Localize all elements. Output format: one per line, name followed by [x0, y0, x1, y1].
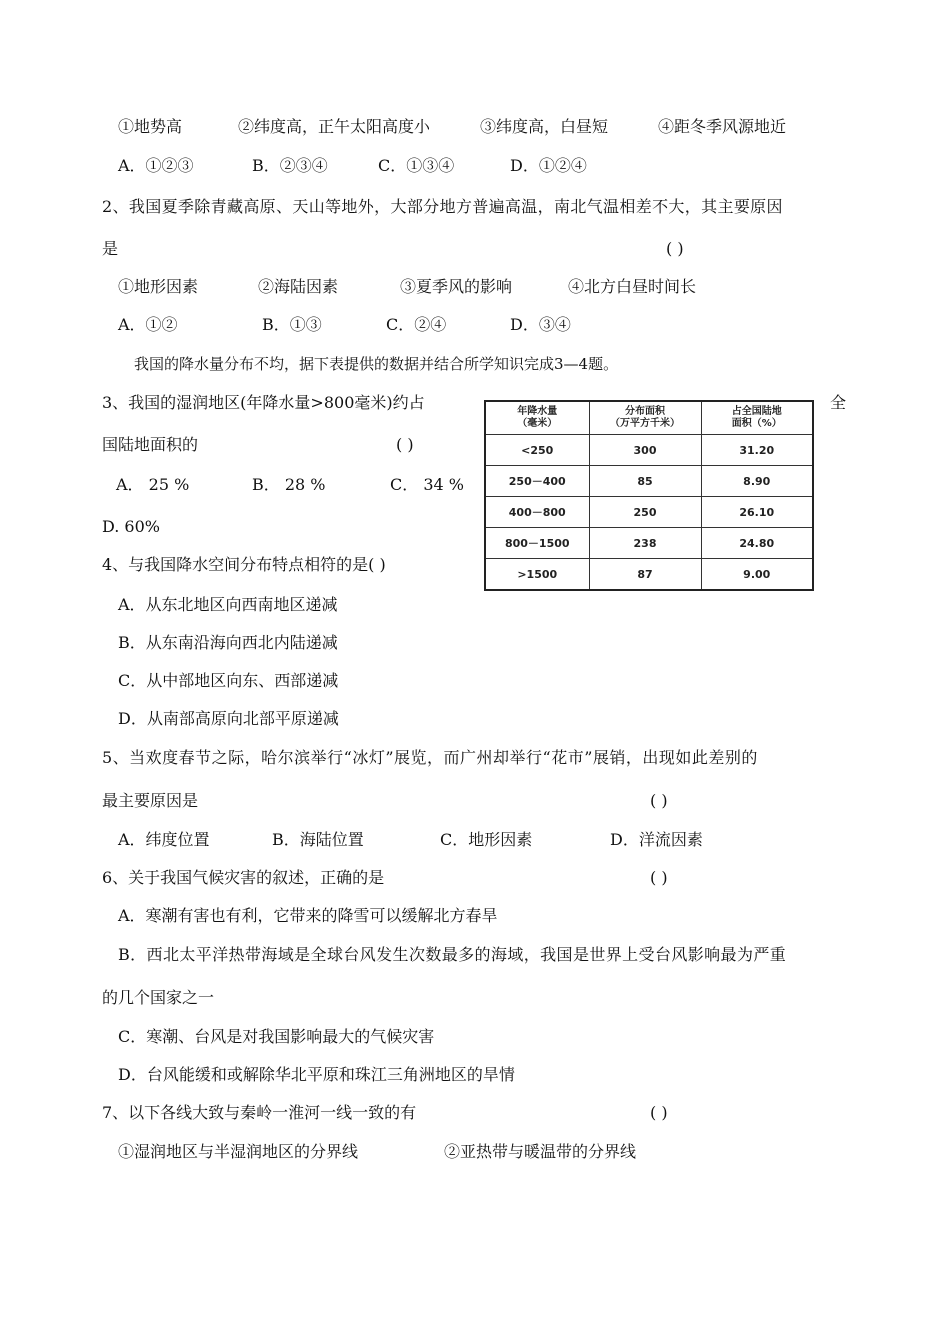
q1-answer-a: A．①②③: [118, 156, 194, 175]
q2-answer-a: A．①②: [118, 315, 178, 334]
q6-option-d: D．台风能缓和或解除华北平原和珠江三角洲地区的旱情: [118, 1065, 515, 1084]
q7-option-2: ②亚热带与暖温带的分界线: [444, 1142, 637, 1161]
table-cell: >1500: [485, 559, 589, 591]
table-cell: 26.10: [701, 497, 813, 528]
q3-answer-c: C． 34 %: [390, 475, 464, 494]
table-row: [485, 528, 813, 559]
q2-answer-b: B．①③: [262, 315, 322, 334]
q7-option-1: ①湿润地区与半湿润地区的分界线: [118, 1142, 359, 1161]
table-cell: 87: [589, 559, 701, 591]
table-cell: 238: [589, 528, 701, 559]
table-row: [485, 435, 813, 466]
header-annual-precipitation: 年降水量 （毫米）: [485, 401, 589, 435]
q4-option-b: B．从东南沿海向西北内陆递减: [118, 633, 338, 652]
table-cell: 250－400: [485, 466, 589, 497]
q3-line-1: 3、我国的湿润地区(年降水量>800毫米)约占: [102, 393, 425, 412]
q3-answer-d: D. 60%: [102, 517, 160, 536]
table-row: [485, 466, 813, 497]
q1-option-2: ②纬度高，正午太阳高度小: [238, 117, 431, 136]
q7-answer-paren: ( ): [650, 1103, 668, 1122]
q3-answer-paren: ( ): [396, 435, 414, 454]
q2-line-2: 是: [102, 239, 119, 258]
q1-answer-b: B．②③④: [252, 156, 328, 175]
q2-line-1: 2、我国夏季除青藏高原、天山等地外，大部分地方普遍高温，南北气温相差不大，其主要原因: [102, 197, 783, 216]
table-cell: <250: [485, 435, 589, 466]
table-cell: 8.90: [701, 466, 813, 497]
q2-option-3: ③夏季风的影响: [400, 277, 513, 296]
q2-answer-c: C．②④: [386, 315, 447, 334]
q1-answer-c: C．①③④: [378, 156, 455, 175]
q6-option-c: C．寒潮、台风是对我国影响最大的气候灾害: [118, 1027, 435, 1046]
q4-option-c: C．从中部地区向东、西部递减: [118, 671, 339, 690]
q1-answer-d: D．①②④: [510, 156, 587, 175]
q6-answer-paren: ( ): [650, 868, 668, 887]
q3-answer-a: A． 25 %: [116, 475, 190, 494]
section-intro: 我国的降水量分布不均，据下表提供的数据并结合所学知识完成3—4题。: [134, 355, 619, 373]
q4-option-d: D．从南部高原向北部平原递减: [118, 709, 339, 728]
table-row: [485, 497, 813, 528]
header-distribution-area: 分布面积 （万平方千米）: [589, 401, 701, 435]
q2-option-2: ②海陆因素: [258, 277, 339, 296]
q6-option-b-cont: 的几个国家之一: [102, 988, 215, 1007]
table-cell: 24.80: [701, 528, 813, 559]
q5-answer-c: C．地形因素: [440, 830, 533, 849]
table-cell: 31.20: [701, 435, 813, 466]
q7-line-1: 7、以下各线大致与秦岭一淮河一线一致的有: [102, 1103, 417, 1122]
q2-option-1: ①地形因素: [118, 277, 199, 296]
q5-answer-paren: ( ): [650, 791, 668, 810]
table-cell: 300: [589, 435, 701, 466]
table-header-row: [485, 401, 813, 435]
table-cell: 85: [589, 466, 701, 497]
table-cell: 800－1500: [485, 528, 589, 559]
q5-answer-a: A．纬度位置: [118, 830, 210, 849]
table-row: [485, 559, 813, 591]
q2-answer-paren: ( ): [666, 239, 684, 258]
q1-option-4: ④距冬季风源地近: [658, 117, 787, 136]
q4-line-1: 4、与我国降水空间分布特点相符的是( ): [102, 555, 386, 574]
q6-option-a: A．寒潮有害也有利，它带来的降雪可以缓解北方春旱: [118, 906, 498, 925]
table-cell: 9.00: [701, 559, 813, 591]
q3-answer-b: B． 28 %: [252, 475, 326, 494]
header-land-share: 占全国陆地 面积（%）: [701, 401, 813, 435]
q2-answer-d: D．③④: [510, 315, 571, 334]
q1-option-1: ①地势高: [118, 117, 183, 136]
q3-line-2: 国陆地面积的: [102, 435, 199, 454]
table-cell: 250: [589, 497, 701, 528]
table-cell: 400－800: [485, 497, 589, 528]
q4-option-a: A．从东北地区向西南地区递减: [118, 595, 338, 614]
q6-option-b: B．西北太平洋热带海域是全球台风发生次数最多的海域，我国是世界上受台风影响最为严重: [118, 945, 787, 964]
q5-answer-d: D．洋流因素: [610, 830, 703, 849]
q2-option-4: ④北方白昼时间长: [568, 277, 697, 296]
q5-line-2: 最主要原因是: [102, 791, 199, 810]
q1-option-3: ③纬度高，白昼短: [480, 117, 609, 136]
q5-line-1: 5、当欢度春节之际，哈尔滨举行“冰灯”展览，而广州却举行“花市”展销，出现如此差别的: [102, 748, 758, 767]
q6-line-1: 6、关于我国气候灾害的叙述，正确的是: [102, 868, 385, 887]
q5-answer-b: B．海陆位置: [272, 830, 364, 849]
rainfall-table: [484, 400, 814, 591]
q3-line-1-tail: 全: [830, 393, 847, 412]
